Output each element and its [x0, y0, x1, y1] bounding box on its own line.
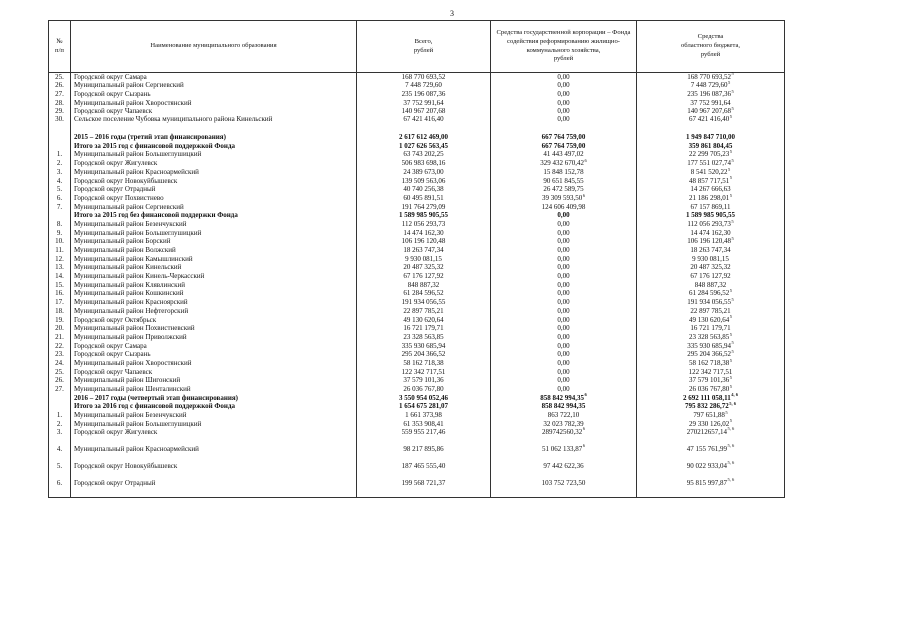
row-number-text: 4. [56, 444, 63, 453]
regional-amount-text: 7 448 729,60 [690, 81, 728, 90]
municipality-name-text: Городской округ Новокуйбышевск [74, 461, 178, 470]
total-amount-text: 168 770 693,52 [401, 72, 446, 81]
table-body [49, 73, 785, 498]
regional-amount-text: 106 196 120,48 [687, 237, 731, 246]
fund-amount-text: 0,00 [557, 315, 570, 324]
fund-amount-text: 0,00 [557, 219, 570, 228]
row-number [49, 116, 71, 133]
total-amount-text: 235 196 087,36 [401, 90, 446, 99]
municipality-name-text: Муниципальный район Камышлинский [74, 254, 193, 263]
row-number-text: 9. [56, 228, 63, 237]
total-amount-text: 9 930 081,15 [405, 254, 442, 263]
municipality-name [71, 73, 357, 82]
municipality-name-text: Муниципальный район Сергиевский [74, 202, 184, 211]
fund-amount-text: 863 722,10 [547, 411, 580, 420]
total-amount-text: 22 897 785,21 [403, 306, 444, 315]
total-amount-text: 187 465 555,40 [401, 461, 446, 470]
footnote-mark: 5 [731, 296, 734, 302]
fund-amount-text: 0,00 [557, 228, 570, 237]
municipality-name-text: Муниципальный район Хворостянский [74, 358, 192, 367]
municipality-name [71, 446, 357, 463]
fund-amount-text: 0,00 [557, 211, 570, 220]
fund-amount-text: 51 062 133,87 [542, 444, 583, 453]
municipality-name-text: Муниципальный район Похвистневский [74, 324, 195, 333]
municipality-name-text: Муниципальный район Волжский [74, 246, 176, 255]
fund-amount-text: 32 023 782,39 [543, 419, 584, 428]
municipality-name-text: Муниципальный район Нефтегорский [74, 306, 189, 315]
regional-amount-text: 14 474 162,30 [690, 228, 731, 237]
total-amount-text: 1 654 675 281,07 [399, 402, 448, 411]
municipality-name-text: Муниципальный район Клявлинский [74, 280, 186, 289]
row-number-text: 6. [56, 193, 63, 202]
row-number-text: 21. [55, 332, 64, 341]
footnote-mark: 5 [731, 218, 734, 224]
fund-amount-text: 0,00 [557, 306, 570, 315]
fund-amount [491, 73, 637, 82]
total-amount-text: 1 589 985 905,55 [399, 211, 448, 220]
fund-amount-text: 667 764 759,00 [541, 141, 586, 150]
regional-amount-text: 9 930 081,15 [692, 254, 729, 263]
regional-amount-text: 22 897 785,21 [690, 306, 731, 315]
footnote-mark: 5 [731, 88, 734, 94]
fund-amount-text: 858 842 994,35 [540, 393, 584, 402]
total-amount-text: 20 487 325,32 [403, 263, 444, 272]
footnote-mark: 5 [729, 175, 732, 181]
table-row [49, 116, 785, 133]
municipality-name-text: 2015 – 2016 годы (третий этап финансирования) [74, 133, 226, 142]
total-amount [357, 446, 491, 463]
regional-amount-text: 37 752 991,64 [690, 98, 731, 107]
total-amount-text: 24 389 673,00 [403, 167, 444, 176]
row-number [49, 133, 71, 142]
regional-amount-text: 90 022 933,04 [686, 461, 727, 470]
financing-table [48, 20, 785, 498]
total-amount-text: 140 967 207,68 [401, 107, 446, 116]
regional-amount [637, 477, 785, 498]
regional-amount-text: 177 551 027,74 [687, 159, 731, 168]
row-number-text: 7. [56, 202, 63, 211]
regional-amount-text: 95 815 997,87 [686, 478, 727, 487]
total-amount-text: 7 448 729,60 [405, 81, 442, 90]
regional-amount-text: 270212657,14 [686, 427, 727, 436]
footnote-mark: 5 [729, 149, 732, 155]
total-amount [357, 73, 491, 82]
fund-amount-text: 0,00 [557, 272, 570, 281]
row-number-text: 2. [56, 159, 63, 168]
row-number-text: 3. [56, 167, 63, 176]
municipality-name-text: Городской округ Похвистнево [74, 193, 164, 202]
total-amount-text: 37 579 101,36 [403, 376, 444, 385]
municipality-name-text: Муниципальный район Красноармейский [74, 167, 199, 176]
row-number-text: 17. [55, 298, 64, 307]
row-number-text: 24. [55, 358, 64, 367]
total-amount [357, 463, 491, 480]
row-number-text: 27. [55, 385, 64, 394]
municipality-name-text: Сельское поселение Чубовка муниципального района Кинельский [74, 115, 273, 124]
table-row [49, 429, 785, 446]
regional-amount-text: 795 832 286,72 [685, 402, 729, 411]
municipality-name-text: Городской округ Чапаевск [74, 107, 153, 116]
footnote-mark: 6 [582, 443, 585, 449]
municipality-name-text: Итого за 2016 год с финансовой поддержкой Фонда [74, 402, 235, 411]
footnote-mark: 5, 6 [727, 477, 735, 483]
footnote-mark: 5 [731, 106, 734, 112]
total-amount-text: 106 196 120,48 [401, 237, 446, 246]
row-number-text: 27. [55, 90, 64, 99]
total-amount-text: 122 342 717,51 [401, 367, 446, 376]
fund-amount [491, 116, 637, 133]
regional-amount-text: 61 284 596,52 [689, 289, 730, 298]
fund-amount-text: 0,00 [557, 98, 570, 107]
footnote-mark: 5 [728, 166, 731, 172]
row-number-text: 4. [56, 176, 63, 185]
row-number-text: 5. [56, 461, 63, 470]
row-number-text: 14. [55, 272, 64, 281]
row-number-text: 26. [55, 81, 64, 90]
regional-amount-text: 67 157 869,11 [690, 202, 731, 211]
footnote-mark: 5 [731, 157, 734, 163]
footnote-mark: 5 [728, 80, 731, 86]
total-amount-text: 559 955 217,46 [401, 427, 446, 436]
row-number [49, 385, 71, 394]
total-amount-text: 191 764 279,09 [401, 202, 446, 211]
municipality-name-text: Муниципальный район Безенчукский [74, 411, 187, 420]
total-amount-text: 848 887,32 [407, 280, 440, 289]
footnote-mark: 5 [729, 357, 732, 363]
footnote-mark: 5, 6 [727, 460, 735, 466]
regional-amount-text: 18 263 747,34 [690, 246, 731, 255]
regional-amount-text: 49 130 620,64 [689, 315, 730, 324]
fund-amount-text: 667 764 759,00 [541, 133, 586, 142]
row-number-text: 29. [55, 107, 64, 116]
fund-amount-text: 0,00 [557, 341, 570, 350]
row-number [49, 463, 71, 480]
municipality-name-text: Городской округ Сызрань [74, 350, 151, 359]
header-num: № п/п [49, 21, 71, 73]
row-number-text: 26. [55, 376, 64, 385]
footnote-mark: 5 [729, 375, 732, 381]
regional-amount-text: 359 861 804,45 [688, 141, 733, 150]
regional-amount-text: 26 036 767,80 [689, 385, 730, 394]
footnote-mark: 6 [584, 157, 587, 163]
regional-amount-text: 335 930 685,94 [687, 341, 731, 350]
total-amount-text: 23 328 563,85 [403, 332, 444, 341]
total-amount [357, 429, 491, 446]
regional-amount-text: 1 949 847 710,00 [686, 133, 735, 142]
row-number-text: 25. [55, 72, 64, 81]
row-number-text: 25. [55, 367, 64, 376]
fund-amount-text: 39 309 593,50 [542, 193, 583, 202]
municipality-name-text: Муниципальный район Кошкинский [74, 289, 184, 298]
municipality-name-text: Городской округ Самара [74, 341, 147, 350]
municipality-name-text: Муниципальный район Шигонский [74, 376, 181, 385]
total-amount-text: 14 474 162,30 [403, 228, 444, 237]
footnote-mark: 5, 6 [729, 401, 736, 407]
regional-amount-text: 67 421 416,40 [689, 115, 730, 124]
fund-amount-text: 0,00 [557, 72, 570, 81]
total-amount [357, 116, 491, 133]
municipality-name-text: Городской округ Жигулевск [74, 159, 158, 168]
total-amount-text: 2 617 612 469,00 [399, 133, 448, 142]
municipality-name-text: Муниципальный район Кинель-Черкасский [74, 272, 205, 281]
row-number-text: 8. [56, 219, 63, 228]
fund-amount-text: 0,00 [557, 289, 570, 298]
municipality-name-text: Муниципальный район Большеглушицкий [74, 228, 202, 237]
total-amount-text: 60 495 891,51 [403, 193, 444, 202]
regional-amount-text: 191 934 056,55 [687, 298, 731, 307]
footnote-mark: 5 [725, 409, 728, 415]
table-row [49, 480, 785, 498]
row-number [49, 446, 71, 463]
regional-amount-text: 295 204 366,52 [687, 350, 731, 359]
municipality-name-text: Муниципальный район Большеглушицкий [74, 150, 202, 159]
footnote-mark: 5 [729, 331, 732, 337]
total-amount-text: 67 176 127,92 [403, 272, 444, 281]
total-amount-text: 139 509 563,06 [401, 176, 446, 185]
row-number [49, 203, 71, 212]
municipality-name-text: Муниципальный район Приволжский [74, 332, 187, 341]
fund-amount-text: 0,00 [557, 90, 570, 99]
regional-amount-text: 14 267 666,63 [690, 185, 731, 194]
total-amount-text: 98 217 895,86 [403, 444, 444, 453]
row-number-text: 1. [56, 411, 63, 420]
total-amount-text: 58 162 718,38 [403, 358, 444, 367]
footnote-mark: 5 [729, 288, 732, 294]
regional-amount-text: 58 162 718,38 [689, 358, 730, 367]
row-number-text: 6. [56, 478, 63, 487]
municipality-name-text: Муниципальный район Кинельский [74, 263, 182, 272]
footnote-mark: 5 [729, 314, 732, 320]
regional-amount-text: 140 967 207,68 [687, 107, 731, 116]
total-amount-text: 112 056 293,73 [401, 219, 446, 228]
row-number-text: 1. [56, 150, 63, 159]
municipality-name-text: Муниципальный район Красноармейский [74, 444, 199, 453]
row-number-text: 18. [55, 306, 64, 315]
header-regional: Средства областного бюджета, рублей [637, 21, 785, 73]
regional-amount-text: 2 692 111 058,11 [682, 393, 731, 402]
footnote-mark: 5 [731, 340, 734, 346]
regional-amount-text: 22 299 705,23 [689, 150, 730, 159]
total-amount-text: 26 036 767,80 [403, 385, 444, 394]
total-amount-text: 3 550 954 052,46 [399, 393, 448, 402]
fund-amount-text: 0,00 [557, 367, 570, 376]
fund-amount-text: 289742560,32 [542, 427, 583, 436]
row-number-text: 20. [55, 324, 64, 333]
total-amount-text: 61 353 908,41 [403, 419, 444, 428]
footnote-mark: 5 [731, 236, 734, 242]
fund-amount-text: 329 432 670,42 [540, 159, 584, 168]
municipality-name-text: Итого за 2015 год с финансовой поддержкой Фонда [74, 141, 235, 150]
municipality-name [71, 429, 357, 446]
fund-amount-text: 0,00 [557, 263, 570, 272]
fund-amount-text: 0,00 [557, 332, 570, 341]
regional-amount-text: 16 721 179,71 [690, 324, 731, 333]
regional-amount-text: 29 330 126,02 [689, 419, 730, 428]
fund-amount-text: 26 472 589,75 [543, 185, 584, 194]
fund-amount-text: 0,00 [557, 298, 570, 307]
regional-amount-text: 8 541 520,22 [690, 167, 728, 176]
fund-amount-text: 41 443 497,02 [543, 150, 584, 159]
table-row [49, 73, 785, 82]
row-number-text: 10. [55, 237, 64, 246]
fund-amount-text: 124 606 409,98 [541, 202, 586, 211]
row-number [49, 429, 71, 446]
row-number-text: 22. [55, 341, 64, 350]
regional-amount-text: 797 651,88 [693, 411, 725, 420]
regional-amount-text: 122 342 717,51 [688, 367, 733, 376]
municipality-name-text: Муниципальный район Красноярский [74, 298, 188, 307]
fund-amount-text: 97 442 622,36 [543, 461, 584, 470]
footnote-mark: 5 [729, 383, 732, 389]
municipality-name-text: 2016 – 2017 годы (четвертый этап финансирования) [74, 393, 239, 402]
municipality-name-text: Муниципальный район Шенталинский [74, 385, 191, 394]
fund-amount-text: 0,00 [557, 237, 570, 246]
fund-amount-text: 0,00 [557, 358, 570, 367]
regional-amount-text: 21 186 298,01 [689, 193, 730, 202]
municipality-name-text: Городской округ Чапаевск [74, 367, 153, 376]
fund-amount [491, 463, 637, 480]
municipality-name-text: Муниципальный район Безенчукский [74, 219, 187, 228]
total-amount-text: 335 930 685,94 [401, 341, 446, 350]
municipality-name-text: Городской округ Жигулевск [74, 427, 158, 436]
municipality-name-text: Городской округ Самара [74, 72, 147, 81]
regional-amount-text: 37 579 101,36 [689, 376, 730, 385]
municipality-name-text: Итого за 2015 год без финансовой поддержки Фонда [74, 211, 238, 220]
regional-amount-text: 168 770 693,52 [687, 72, 731, 81]
total-amount-text: 63 743 202,25 [403, 150, 444, 159]
row-number-text: 11. [55, 246, 64, 255]
regional-amount-text: 235 196 087,36 [687, 90, 731, 99]
total-amount-text: 18 263 747,34 [403, 246, 444, 255]
total-amount-text: 67 421 416,40 [403, 115, 444, 124]
footnote-mark: 5 [731, 71, 734, 77]
total-amount-text: 61 284 596,52 [403, 289, 444, 298]
municipality-name-text: Муниципальный район Хворостянский [74, 98, 192, 107]
regional-amount-text: 23 328 563,85 [689, 332, 730, 341]
row-number-text: 19. [55, 315, 64, 324]
footnote-mark: 5 [729, 418, 732, 424]
regional-amount-text: 67 176 127,92 [690, 272, 731, 281]
fund-amount-text: 0,00 [557, 324, 570, 333]
row-number-text: 23. [55, 350, 64, 359]
row-number-text: 28. [55, 98, 64, 107]
fund-amount-text: 0,00 [557, 350, 570, 359]
fund-amount-text: 0,00 [557, 81, 570, 90]
row-number-text: 15. [55, 280, 64, 289]
fund-amount-text: 103 752 723,50 [541, 478, 586, 487]
municipality-name [71, 116, 357, 133]
total-amount-text: 191 934 056,55 [401, 298, 446, 307]
row-number-text: 13. [55, 263, 64, 272]
fund-amount-text: 0,00 [557, 246, 570, 255]
footnote-mark: 6 [584, 392, 587, 398]
municipality-name-text: Городской округ Отрадный [74, 185, 156, 194]
header-total: Всего, рублей [357, 21, 491, 73]
total-amount [357, 480, 491, 498]
row-number-text: 3. [56, 427, 63, 436]
regional-amount-text: 848 887,32 [694, 280, 727, 289]
municipality-name [71, 463, 357, 480]
municipality-name [71, 480, 357, 498]
total-amount-text: 16 721 179,71 [403, 324, 444, 333]
municipality-name-text: Городской округ Новокуйбышевск [74, 176, 178, 185]
table-header [49, 21, 785, 73]
table-row [49, 446, 785, 463]
row-number-text: 5. [56, 185, 63, 194]
footnote-mark: 6 [582, 192, 585, 198]
fund-amount-text: 90 651 845,55 [543, 176, 584, 185]
footnote-mark: 5 [729, 114, 732, 120]
regional-amount-text: 47 155 761,99 [686, 444, 727, 453]
regional-amount-text: 1 589 985 905,55 [686, 211, 735, 220]
total-amount-text: 506 983 698,16 [401, 159, 446, 168]
row-number-text: 2. [56, 419, 63, 428]
footnote-mark: 5 [729, 192, 732, 198]
total-amount-text: 295 204 366,52 [401, 350, 446, 359]
total-amount-text: 1 027 626 563,45 [399, 141, 448, 150]
page-number: 3 [450, 9, 454, 18]
total-amount-text: 199 568 721,37 [401, 478, 446, 487]
municipality-name-text: Городской округ Сызрань [74, 90, 151, 99]
row-number [49, 73, 71, 82]
row-number-text: 12. [55, 254, 64, 263]
table-row [49, 463, 785, 480]
footnote-mark: 6 [582, 426, 585, 432]
fund-amount-text: 0,00 [557, 107, 570, 116]
municipality-name-text: Городской округ Октябрьск [74, 315, 157, 324]
footnote-mark: 4, 6 [731, 392, 739, 398]
row-number [49, 480, 71, 498]
footnote-mark: 5, 6 [727, 443, 735, 449]
fund-amount-text: 0,00 [557, 280, 570, 289]
row-number [49, 394, 71, 403]
regional-amount-text: 20 487 325,32 [690, 263, 731, 272]
row-number-text: 16. [55, 289, 64, 298]
regional-amount-text: 112 056 293,73 [687, 219, 731, 228]
header-fund: Средства государственной корпорации – Фонда содействия реформированию жилищно-коммунального хозяйства, рублей [491, 21, 637, 73]
fund-amount-text: 858 842 994,35 [541, 402, 586, 411]
fund-amount-text: 0,00 [557, 254, 570, 263]
regional-amount-text: 48 857 717,51 [689, 176, 730, 185]
fund-amount-text: 0,00 [557, 115, 570, 124]
municipality-name-text: Муниципальный район Сергиевский [74, 81, 184, 90]
total-amount-text: 49 130 620,64 [403, 315, 444, 324]
municipality-name-text: Городской округ Отрадный [74, 478, 156, 487]
fund-amount-text: 15 848 152,78 [543, 167, 584, 176]
regional-amount [637, 116, 785, 133]
footnote-mark: 5, 6 [727, 426, 735, 432]
fund-amount-text: 0,00 [557, 376, 570, 385]
fund-amount-text: 0,00 [557, 385, 570, 394]
fund-amount [491, 443, 637, 463]
total-amount-text: 40 740 256,38 [403, 185, 444, 194]
municipality-name-text: Муниципальный район Борский [74, 237, 171, 246]
total-amount-text: 1 661 373,98 [405, 411, 442, 420]
fund-amount [491, 480, 637, 498]
footnote-mark: 5 [731, 348, 734, 354]
header-name: Наименование муниципального образования [71, 21, 357, 73]
total-amount-text: 37 752 991,64 [403, 98, 444, 107]
row-number-text: 30. [55, 115, 64, 124]
municipality-name-text: Муниципальный район Большеглушицкий [74, 419, 202, 428]
